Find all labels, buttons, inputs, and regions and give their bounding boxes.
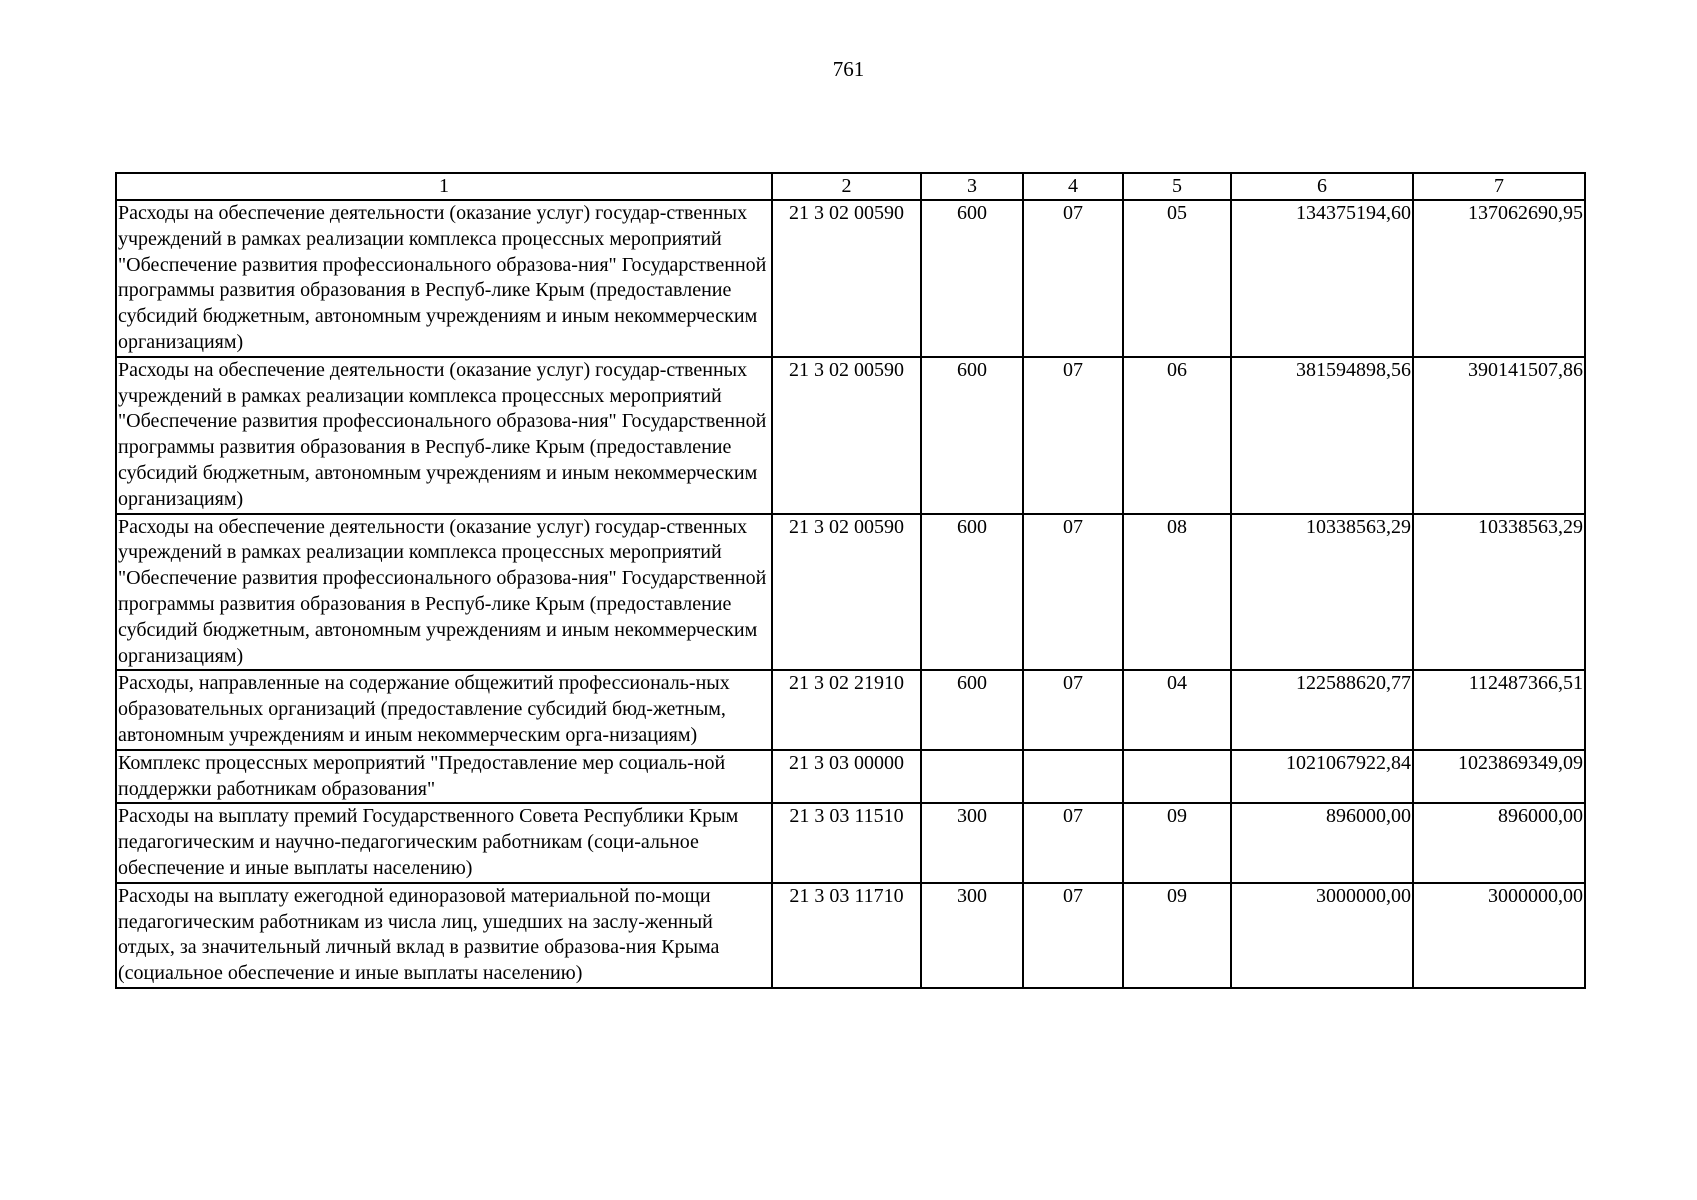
table-row — [116, 803, 1585, 882]
amount-column-6: 381594898,56 — [1231, 357, 1413, 514]
column-header: 3 — [921, 173, 1023, 200]
expense-type-code — [921, 750, 1023, 804]
amount-column-6: 896000,00 — [1231, 803, 1413, 882]
expense-description: Расходы на обеспечение деятельности (оказание услуг) государ-ственных учреждений в рамках реализации комплекса процессных мероприятий "Обеспечение развития профессионального образова-ния" Государственной программы развития образования в Респуб-лике Крым (предоставление субсидий бюджетным, автономным учреждениям и иным некоммерческим организациям) — [116, 514, 772, 671]
expense-description: Расходы на обеспечение деятельности (оказание услуг) государ-ственных учреждений в рамках реализации комплекса процессных мероприятий "Обеспечение развития профессионального образова-ния" Государственной программы развития образования в Респуб-лике Крым (предоставление субсидий бюджетным, автономным учреждениям и иным некоммерческим организациям) — [116, 357, 772, 514]
table-row — [116, 883, 1585, 988]
section-code: 07 — [1023, 803, 1123, 882]
expense-type-code: 600 — [921, 357, 1023, 514]
target-article-code: 21 3 02 00590 — [772, 357, 921, 514]
expense-description: Расходы, направленные на содержание общежитий профессиональ-ных образовательных организаций (предоставление субсидий бюд-жетным, автономным учреждениям и иным некоммерческим орга-низациям) — [116, 670, 772, 749]
expense-description: Расходы на выплату ежегодной единоразовой материальной по-мощи педагогическим работникам из числа лиц, ушедших на заслу-женный отдых, за значительный личный вклад в развитие образова-ния Крыма (социальное обеспечение и иные выплаты населению) — [116, 883, 772, 988]
section-code: 07 — [1023, 357, 1123, 514]
target-article-code: 21 3 02 21910 — [772, 670, 921, 749]
table-row — [116, 670, 1585, 749]
page-number: 761 — [832, 57, 865, 81]
column-header: 1 — [116, 173, 772, 200]
target-article-code: 21 3 02 00590 — [772, 200, 921, 357]
target-article-code: 21 3 03 11510 — [772, 803, 921, 882]
section-code: 07 — [1023, 200, 1123, 357]
table-row — [116, 750, 1585, 804]
subsection-code: 09 — [1123, 883, 1231, 988]
section-code — [1023, 750, 1123, 804]
expense-description: Комплекс процессных мероприятий "Предоставление мер социаль-ной поддержки работникам образования" — [116, 750, 772, 804]
amount-column-7: 10338563,29 — [1413, 514, 1585, 671]
table-row — [116, 357, 1585, 514]
section-code: 07 — [1023, 514, 1123, 671]
target-article-code: 21 3 02 00590 — [772, 514, 921, 671]
amount-column-7: 3000000,00 — [1413, 883, 1585, 988]
target-article-code: 21 3 03 00000 — [772, 750, 921, 804]
column-header: 7 — [1413, 173, 1585, 200]
amount-column-7: 112487366,51 — [1413, 670, 1585, 749]
amount-column-6: 1021067922,84 — [1231, 750, 1413, 804]
table-row — [116, 514, 1585, 671]
expense-type-code: 600 — [921, 670, 1023, 749]
expense-type-code: 600 — [921, 514, 1023, 671]
amount-column-6: 134375194,60 — [1231, 200, 1413, 357]
table-row — [116, 200, 1585, 357]
subsection-code: 09 — [1123, 803, 1231, 882]
amount-column-6: 3000000,00 — [1231, 883, 1413, 988]
section-code: 07 — [1023, 670, 1123, 749]
column-header: 5 — [1123, 173, 1231, 200]
expense-type-code: 300 — [921, 883, 1023, 988]
column-header: 2 — [772, 173, 921, 200]
amount-column-7: 390141507,86 — [1413, 357, 1585, 514]
expense-description: Расходы на обеспечение деятельности (оказание услуг) государ-ственных учреждений в рамках реализации комплекса процессных мероприятий "Обеспечение развития профессионального образова-ния" Государственной программы развития образования в Респуб-лике Крым (предоставление субсидий бюджетным, автономным учреждениям и иным некоммерческим организациям) — [116, 200, 772, 357]
header-row — [116, 173, 1585, 200]
subsection-code: 04 — [1123, 670, 1231, 749]
amount-column-7: 1023869349,09 — [1413, 750, 1585, 804]
subsection-code: 06 — [1123, 357, 1231, 514]
amount-column-7: 896000,00 — [1413, 803, 1585, 882]
expense-type-code: 600 — [921, 200, 1023, 357]
section-code: 07 — [1023, 883, 1123, 988]
target-article-code: 21 3 03 11710 — [772, 883, 921, 988]
subsection-code: 05 — [1123, 200, 1231, 357]
expense-type-code: 300 — [921, 803, 1023, 882]
subsection-code: 08 — [1123, 514, 1231, 671]
expense-description: Расходы на выплату премий Государственного Совета Республики Крым педагогическим и научно-педагогическим работникам (соци-альное обеспечение и иные выплаты населению) — [116, 803, 772, 882]
amount-column-7: 137062690,95 — [1413, 200, 1585, 357]
amount-column-6: 10338563,29 — [1231, 514, 1413, 671]
column-header: 4 — [1023, 173, 1123, 200]
amount-column-6: 122588620,77 — [1231, 670, 1413, 749]
subsection-code — [1123, 750, 1231, 804]
budget-table — [115, 172, 1586, 989]
column-header: 6 — [1231, 173, 1413, 200]
